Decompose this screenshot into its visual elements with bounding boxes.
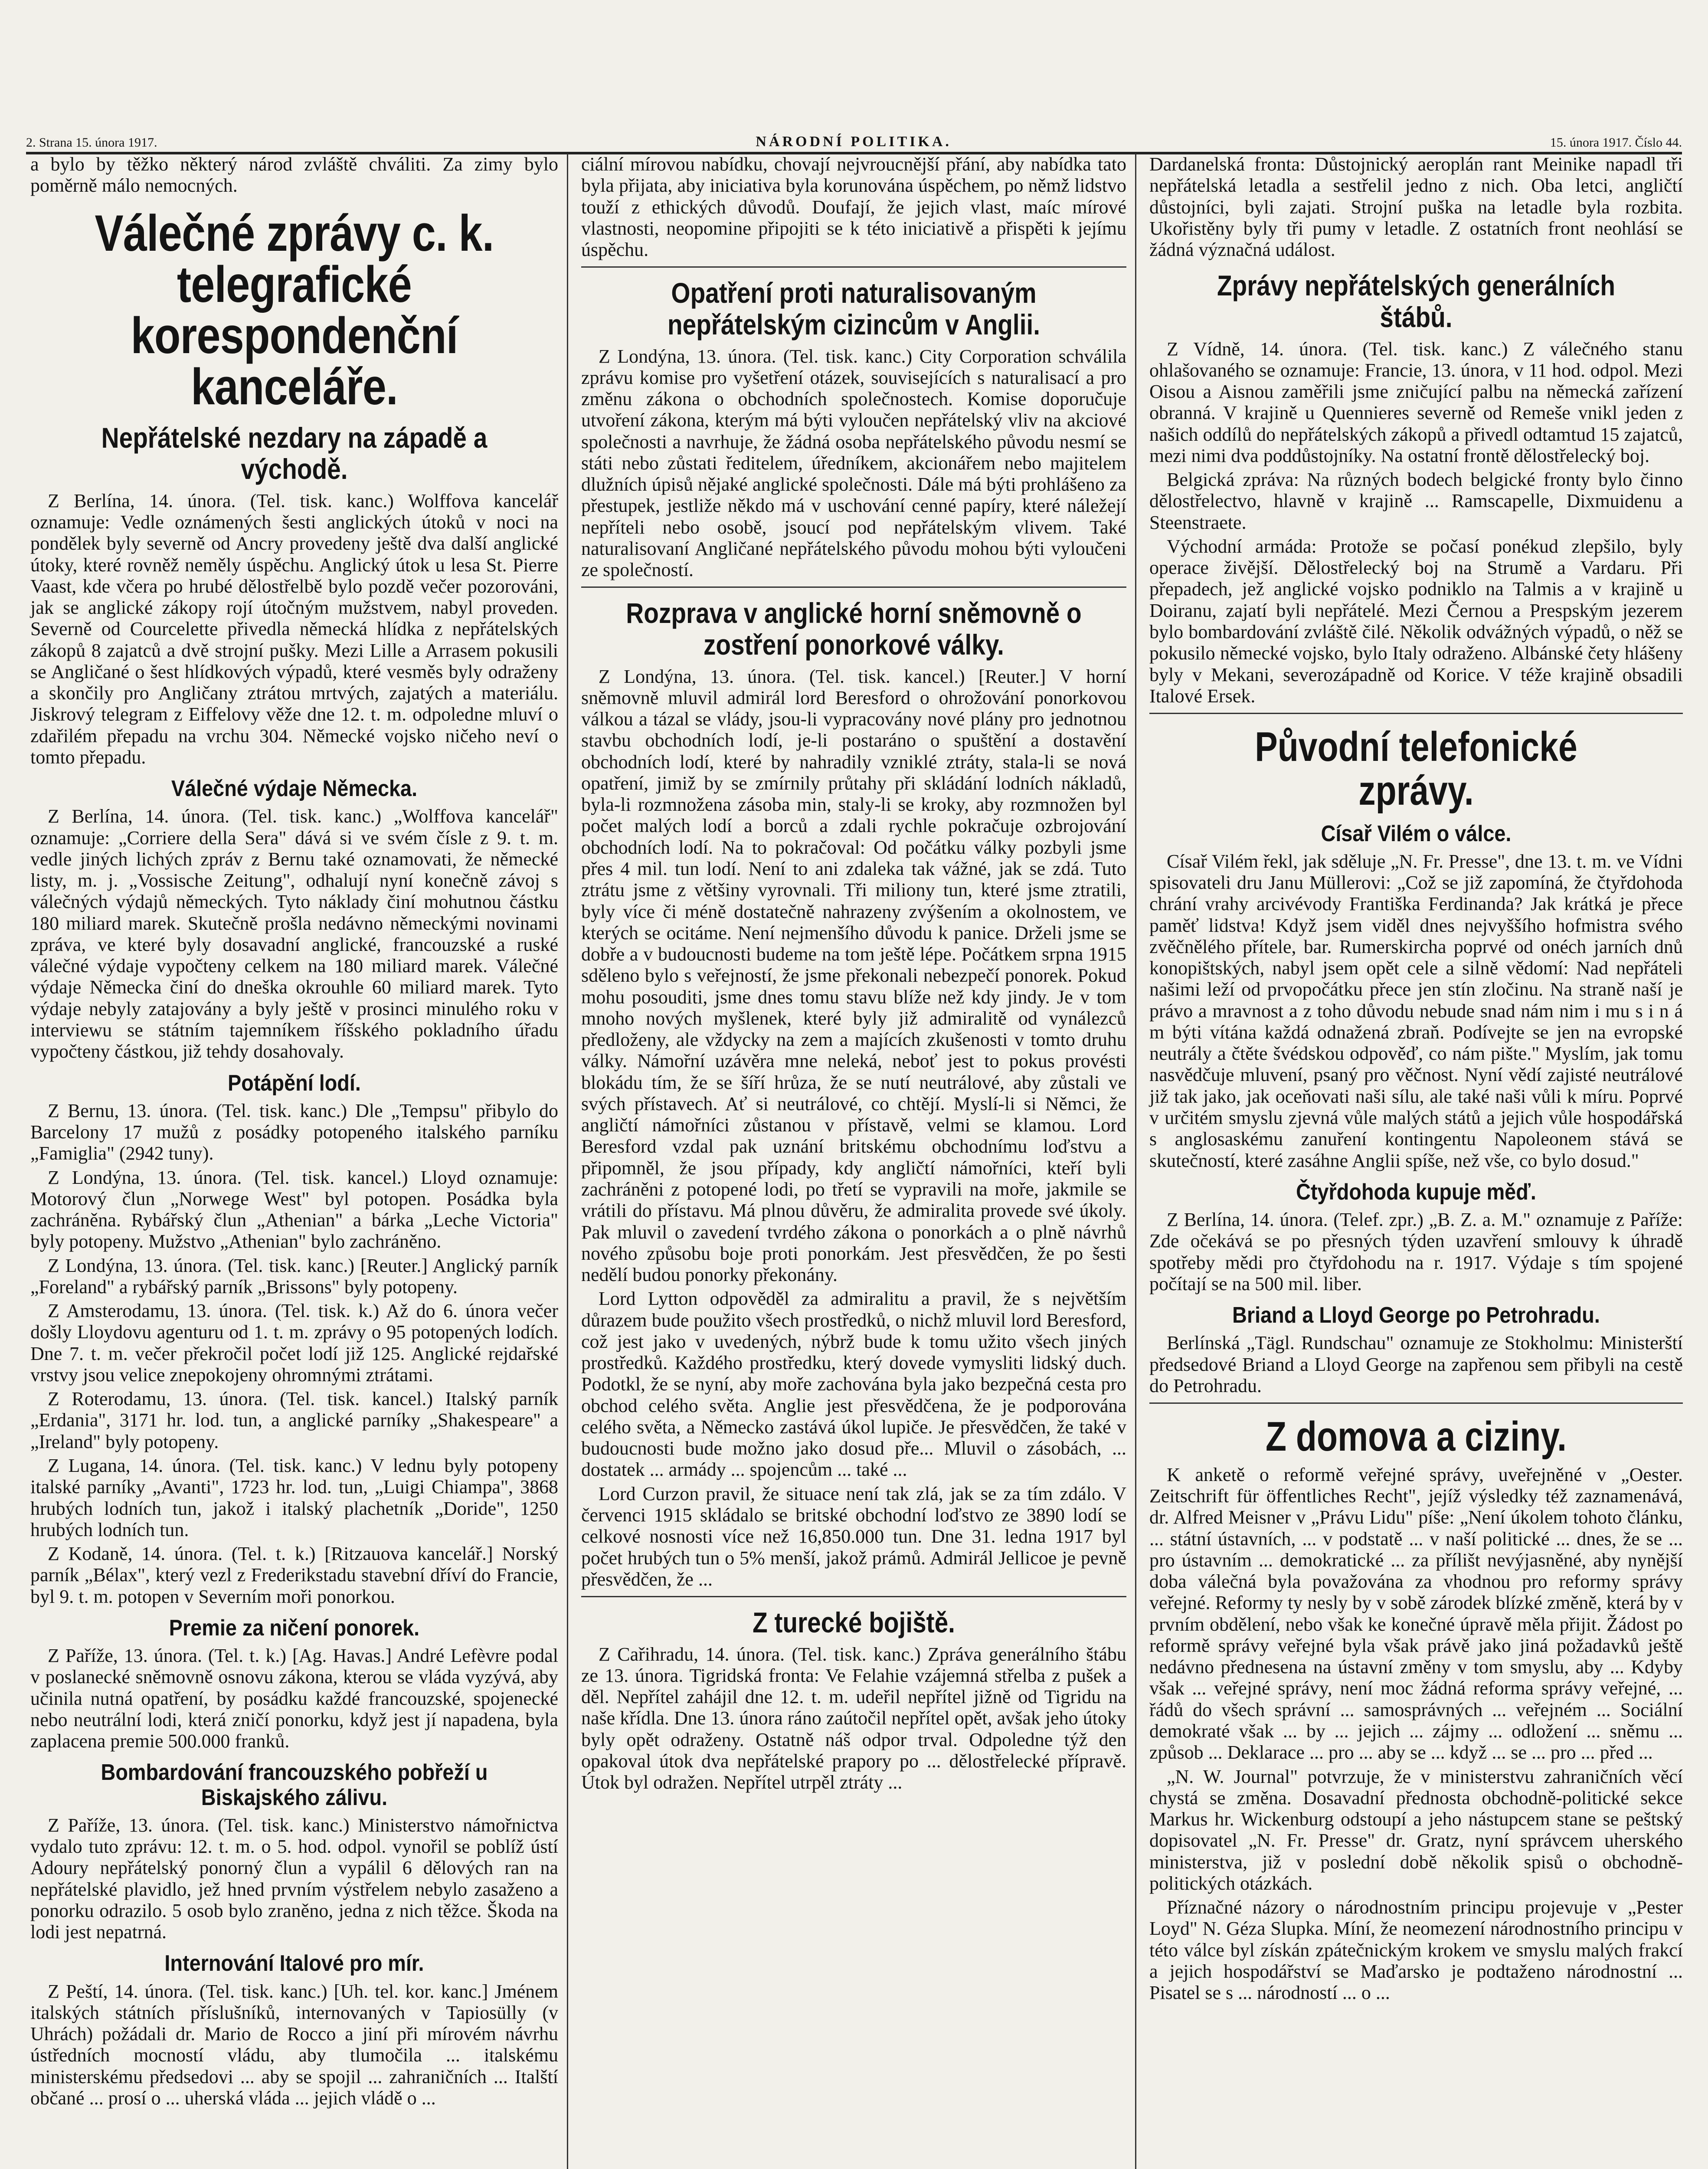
paragraph: Z Paříže, 13. února. (Tel. t. k.) [Ag. Havas.] André Lefèvre podal v poslanecké sněmovně osnovu zákona, kterou se vláda vyzývá, aby učinila nutná opatření, by posádku každé francouzské, spojenecké nebo neutrální lodi, která zničí ponorku, když jest jí napadena, byla zaplacena premie 500.000 franků.	[30, 1645, 558, 1752]
paragraph: a bylo by těžko některý národ zvláště chváliti. Za zimy bylo poměrně málo nemocných.	[30, 154, 558, 197]
article-heading: Briand a Lloyd George po Petrohradu.	[1232, 1303, 1600, 1328]
paragraph: Z Londýna, 13. února. (Tel. tisk. kancel.) Lloyd oznamuje: Motorový člun „Norwege West" byl potopen. Posádka byla zachráněna. Rybářský člun „Athenian" a bárka „Leche Victoria" byly potopeny. Mužstvo „Athenian" bylo zachráněno.	[30, 1166, 558, 1252]
article-heading: Nepřátelské nezdary na západě a východě.	[101, 421, 488, 485]
paragraph: Z Roterodamu, 13. února. (Tel. tisk. kancel.) Italský parník „Erdania", 3171 hr. lod. tun, a anglické parníky „Shakespeare" a „Ireland" byly potopeny.	[30, 1388, 558, 1452]
article-heading: Potápění lodí.	[228, 1070, 361, 1096]
paragraph: Z Bernu, 13. února. (Tel. tisk. kanc.) Dle „Tempsu" přibylo do Barcelony 17 mužů z posádky potopeného italského parníku „Famiglia" (2942 tuny).	[30, 1100, 558, 1164]
header-left: 2. Strana 15. února 1917.	[26, 135, 157, 150]
paragraph: Belgická zpráva: Na různých bodech belgické fronty bylo činno dělostřelectvo, hlavně v krajině ... Ramscapelle, Dixmuidenu a Steenstraete.	[1149, 469, 1683, 533]
article-heading: Bombardování francouzského pobřeží u Biskajského zálivu.	[101, 1760, 488, 1810]
article-heading: Z turecké bojiště.	[753, 1606, 955, 1639]
section-heading: Původní telefonické zprávy.	[1255, 724, 1577, 814]
article-heading: Premie za ničení ponorek.	[169, 1615, 420, 1641]
header-right: 15. února 1917. Číslo 44.	[1550, 135, 1682, 150]
divider	[581, 266, 1126, 268]
paragraph: Z Paříže, 13. února. (Tel. tisk. kanc.) Ministerstvo námořnictva vydalo tuto zprávu: 12. t. m. o 5. hod. odpol. vynořil se poblíž ústí Adoury nepřátelský ponorný člun a vypálil 6 dělových ran na nepřátelské plavidlo, jež hned prvním výstřelem nebylo zasaženo a ponorku odrazilo. 5 osob bylo zraněno, jedna z nich těžce. Škoda na lodi jest nepatrná.	[30, 1814, 558, 1943]
paragraph: Z Berlína, 14. února. (Tel. tisk. kanc.) Wolffova kancelář oznamuje: Vedle oznámených šesti anglických útoků v noci na pondělek byly severně od Ancry provedeny ještě dva další anglické útoky, které rovněž neměly úspěchu. Anglický útok u lesa St. Pierre Vaast, kde včera po hrubé dělostřelbě bylo pozdě večer pozorováni, jak se anglické zákopy rojí útočným mužstvem, nabyl proveden. Severně od Courcelette přivedla německá hlídka z nepřátelských zákopů 8 zajatců a dvě strojní pušky. Mezi Lille a Arrasem pokusili se Angličané o šest hlídkových výpadů, které vesměs byly odraženy a skončily pro Angličany ztrátou mrtvých, zajatých a materiálu. Jiskrový telegram z Eiffelovy věže dne 12. t. m. odpoledne mluví o zdařilém přepadu na vrchu 304. Německé vojsko ničeho neví o tomto přepadu.	[30, 490, 558, 768]
column-1	[22, 154, 568, 2169]
paragraph: Příznačné názory o národnostním principu projevuje v „Pester Loyd" N. Géza Slupka. Míní, že neomezení národnostního principu v této válce byl získán zpátečnickým krokem ve smyslu malých frakcí a jejich hospodářství se Maďarsko je podtaženo národnostní ... Pisatel se s ... národností ... o ...	[1149, 1897, 1683, 2004]
article-heading: Zprávy nepřátelských generálních štábů.	[1217, 269, 1615, 333]
article-heading: Válečné výdaje Německa.	[171, 776, 418, 802]
paragraph: Z Londýna, 13. února. (Tel. tisk. kanc.) [Reuter.] Anglický parník „Foreland" a rybářský parník „Brissons" byly potopeny.	[30, 1255, 558, 1297]
paragraph: Z Berlína, 14. února. (Telef. zpr.) „B. Z. a. M." oznamuje z Paříže: Zde očekává se po přesných týden uzavření smlouvy k úhradě spotřeby mědi pro čtyřdohodu na r. 1917. Výdaje s tím spojené počítají se na 500 mil. liber.	[1149, 1209, 1683, 1294]
paragraph: Dardanelská fronta: Důstojnický aeroplán rant Meinike napadl tři nepřátelská letadla a sestřelil jedno z nich. Oba letci, angličtí důstojníci, byli zajati. Strojní puška na letadle byla rozbita. Ukořistěny byly tři pumy v letadle. Z ostatních front neohlásí se žádná význačná událost.	[1149, 154, 1683, 261]
paragraph: Z Lugana, 14. února. (Tel. tisk. kanc.) V lednu byly potopeny italské parníky „Avanti", 1723 hr. lod. tun, „Luigi Chiampa", 3868 hrubých lodních tun, jakož i italský plachetník „Doride", 1250 hrubých lodních tun.	[30, 1455, 558, 1540]
paragraph: Lord Lytton odpověděl za admiralitu a pravil, že s největším důrazem bude použito všech prostředků, o nichž mluvil lord Beresford, což jest jako v uvedených, nýbrž bude k tomu užito všech jiných prostředků. Každého prostředku, který dovede vymysliti lidský duch. Podotkl, že se nyní, aby moře zachována byla jako bezpečná cesta pro obchod celého světa. Anglie jest přesvědčena, že je podporována celého světa, a Německo zastává úkol lupiče. Je přesvědčen, že také v budoucnosti bude možno jako dosud pře... Mluvil o zásobách, ... dostatek ... armády ... spojencům ... také ...	[581, 1288, 1126, 1481]
column-2	[573, 154, 1136, 2169]
paragraph: ciální mírovou nabídku, chovají nejvroucnější přání, aby nabídka tato byla přijata, aby iniciativa byla korunována úspěchem, po němž lidstvo touží z ethických důvodů. Doufají, že jejich vlast, maíc mírové vlastnosti, neopomine připojiti se k této iniciativě a přispěti k jejímu úspěchu.	[581, 154, 1126, 261]
column-3	[1141, 154, 1692, 2169]
divider	[581, 586, 1126, 588]
divider	[1149, 1402, 1683, 1404]
masthead: NÁRODNÍ POLITIKA.	[756, 134, 952, 150]
paragraph: Z Londýna, 13. února. (Tel. tisk. kanc.) City Corporation schválila zprávu komise pro vyšetření otázek, souvisejících s naturalisací a pro změnu zákona o obchodních společnostech. Komise doporučuje utvoření zákona, kterým má býti vyloučen nepřátelský vliv na akciové společnosti a navrhuje, že žádná osoba nepřátelského původu nesmí se státi nebo zůstati ředitelem, úředníkem, akcionářem nebo majitelem dlužních úpisů nějaké anglické společnosti. Dále má býti prohlášeno za přestupek, jestliže někdo má v uschování cenné papíry, které náležejí nepříteli nebo osobě, jsoucí pod nepřátelským vlivem. Také naturalisovaní Angličané nepřátelského původu mohou býti vyloučeni ze společností.	[581, 345, 1126, 581]
paragraph: Císař Vilém řekl, jak sděluje „N. Fr. Presse", dne 13. t. m. ve Vídni spisovateli dru Janu Müllerovi: „Což se již zapomíná, že čtyřdohoda chrání vrahy arcivévody Františka Ferdinanda? Jak krátká je přece paměť lidstva! Když jsem viděl dnes nejvyššího hofmistra svého zvěčnělého přítele, bar. Rumerskircha poprvé od onéch jarních dnů konopištských, nabyl jsem opět cele a silně vědomí: Nad nepřáteli našimi leží od prvopočátku přece jen stín zločinu. Na straně naší je právo a mravnost a z toho důvodu nebude snad nám nim i mu s i n á m býti vítána každá odnažená zbraň. Podívejte se jen na evropské neutrály a čtěte švédskou odpověď, co nám pište." Myslím, jak tomu nasvědčuje mluvení, psaný pro věčnost. Nyní vědí zajisté neutrálové již tak jako, jak oceňovati naši sílu, ale také naši vůli k míru. Poprvé v určitém smyslu zjevná vůle malých států a jejich vůle hospodářská s anglosaskému zanuření kontingentu Napoleonem stává se skutečností, které zasáhne Anglii spíše, než vše, co bylo dosud."	[1149, 850, 1683, 1171]
paragraph: Berlínská „Tägl. Rundschau" oznamuje ze Stokholmu: Ministerští předsedové Briand a Lloyd George na zapřenou sem přibyli na cestě do Petrohradu.	[1149, 1332, 1683, 1396]
article-heading: Opatření proti naturalisovaným nepřátelským cizincům v Anglii.	[667, 277, 1041, 341]
section-heading: Z domova a ciziny.	[1265, 1413, 1567, 1460]
article-heading: Rozprava v anglické horní sněmovně o zostření ponorkové války.	[626, 597, 1082, 661]
paragraph: Z Amsterodamu, 13. února. (Tel. tisk. k.) Až do 6. února večer došly Lloydovu agenturu od 1. t. m. zprávy o 95 potopených lodích. Dne 7. t. m. večer překročil počet lodí již 125. Anglické rejdařské vrstvy jsou velice znepokojeny ohromnými ztrátami.	[30, 1300, 558, 1386]
section-heading: Válečné zprávy c. k. telegrafické korespondenční kanceláře.	[95, 204, 494, 416]
page-header	[26, 124, 1682, 154]
paragraph: Z Vídně, 14. února. (Tel. tisk. kanc.) Z válečného stanu ohlašovaného se oznamuje: Francie, 13. února, v 11 hod. odpol. Mezi Oisou a Aisnou zaměřili jsme zničující palbu na německá zařízení obranná. V krajině u Quennieres severně od Remeše vnikl jeden z našich oddílů do nepřátelských zákopů a přivedl odtamtud 15 zajatců, mezi nimi dva poddůstojníky. Na ostatní frontě dělostřelecký boj.	[1149, 338, 1683, 466]
paragraph: K anketě o reformě veřejné správy, uveřejněné v „Oester. Zeitschrift für öffentliches Recht", jejíž výsledky též zaznamenává, dr. Alfred Meisner v „Právu Lidu" píše: „Není úkolem tohoto článku, ... státní ústavních, ... v podstatě ... v naší politické ... dnes, že se ... pro ústavním ... demokratické ... za přílišt nevýjasněné, aby nynější doba válečná byla považována za vhodnou pro reformy správy veřejné. Reformy ty nesly by v sobě zárodek blízké změně, která by v prvním obdělení, nebo však ke konečné úpravě měla přijit. Žádost po reformě správy veřejné byla však právě jako jiná požadavků ještě nedávno přednesena na ústavní změny v tom smyslu, aby ... Kdyby však ... veřejné správy, není moc žádná reforma správy veřejné, ... řádů do všech správní ... samosprávných ... veřejném ... Sociální demokraté však ... by ... jejich ... zájmy ... odložení ... sněmu ... způsob ... Deklarace ... pro ... aby se ... když ... se ... pro ... před ...	[1149, 1464, 1683, 1763]
paragraph: Lord Curzon pravil, že situace není tak zlá, jak se za tím zdálo. V červenci 1915 skládalo se britské obchodní loďstvo ze 3890 lodí se celkové nosnosti více než 16,850.000 tun. Dne 31. ledna 1917 byl počet hrubých tun o 5% menší, jakož prámů. Admirál Jellicoe je pevně přesvědčen, že ...	[581, 1483, 1126, 1590]
paragraph: Východní armáda: Protože se počasí ponékud zlepšilo, byly operace živější. Dělostřelecký boj na Strumě a Vardaru. Při přepadech, jež anglické vojsko podniklo na Talmis a v krajině u Doiranu, zajatí byli nepřátelé. Mezi Černou a Prespským jezerem bylo bombardování zvláště čilé. Několik odvážných výpadů, o něž se pokusilo německé vojsko, bylo Italy odraženo. Albánské čety hlášeny byly v Mekani, severozápadně od Korice. V téže krajině obsadili Italové Ersek.	[1149, 535, 1683, 707]
divider	[581, 1596, 1126, 1597]
paragraph: Z Berlína, 14. února. (Tel. tisk. kanc.) „Wolffova kancelář" oznamuje: „Corriere della Sera" dává si ve svém čísle z 9. t. m. vedle jiných lichých zpráv z Bernu také oznamovati, že německé listy, m. j. „Vossische Zeitung", odhalují nyní konečně závoj s válečných výdajů německých. Tyto náklady činí mohutnou částku 180 miliard marek. Skutečně prošla nedávno německými novinami zpráva, ve které byly dosavadní anglické, francouzské a ruské válečné výdaje vypočteny celkem na 180 miliard marek. Válečné výdaje Německa činí do dneška okrouhle 60 miliard marek. Tyto výdaje nebyly zatajovány a byly ještě v prosinci minulého roku v interviewu se státním tajemníkem říšského pokladního úřadu vypočteny částkou, již tehdy dosahovaly.	[30, 806, 558, 1062]
article-heading: Internování Italové pro mír.	[164, 1951, 424, 1976]
divider	[1149, 713, 1683, 714]
article-heading: Čtyřdohoda kupuje měď.	[1296, 1179, 1536, 1205]
article-heading: Císař Vilém o válce.	[1321, 821, 1512, 846]
paragraph: Z Kodaně, 14. února. (Tel. t. k.) [Ritzauova kancelář.] Norský parník „Bélax", který vezl z Frederikstadu stavební dříví do Francie, byl 9. t. m. potopen v Severním moři ponorkou.	[30, 1543, 558, 1607]
paragraph: „N. W. Journal" potvrzuje, že v ministerstvu zahraničních věcí chystá se změna. Dosavadní přednosta obchodně-politické sekce Markus hr. Wickenburg odstoupí a jeho nástupcem stane se peštský dopisovatel „N. Fr. Presse" dr. Gratz, nyní správcem uherského ministerstva, již v poslední době několik spisů o obchodně-politických otázkách.	[1149, 1766, 1683, 1894]
paragraph: Z Peští, 14. února. (Tel. tisk. kanc.) [Uh. tel. kor. kanc.] Jménem italských státních příslušníků, internovaných v Tapiosülly (v Uhrách) požádali dr. Mario de Rocco a jiní při mírovém návrhu ústředních mocností vládu, aby tlumočila ... italskému ministerskému předsedovi ... aby se spojil ... zahraničních ... Italští občané ... prosí o ... uherská vláda ... jejich vládě o ...	[30, 1980, 558, 2109]
paragraph: Z Londýna, 13. února. (Tel. tisk. kancel.) [Reuter.] V horní sněmovně mluvil admirál lord Beresford o ohrožování ponorkovou válkou a tázal se vlády, jsou-li vypracovány nové plány pro jednotnou stavbu obchodních lodí, je-li postaráno o spuštění a dostavění obchodních lodí, které by nahradily vzniklé ztráty, stala-li se nová opatření, jimiž by se zmírnily průtahy při skládání lodních nákladů, byla-li rozmnožena zásoba min, staly-li se kroky, aby rozmnožen byl počet malých lodí a borců a zdali rychle pokračuje ozbrojování obchodních lodí. Na to pokračoval: Od počátku války pozbyli jsme přes 4 mil. tun lodí. Není to ani zdaleka tak vážné, jak se zdá. Tuto ztrátu jsme z většiny vyrovnali. Tři miliony tun, které jsme ztratili, byly více či méně dostatečně nahrazeny zvýšením a okolnostem, ve kterých se ocitáme. Není nejmenšího důvodu k panice. Drželi jsme se dobře a v budoucnosti budeme na tom ještě lépe. Počátkem srpna 1915 sděleno bylo s veřejností, že jsme překonali nebezpečí ponorek. Pokud mohu posouditi, jsme dnes tomu stavu blíže než kdy jindy. Je v tom mnoho nových myšlenek, které byly již admiralitě od vynálezců předloženy, ale vždycky na zem a majících zkušenosti v tomto druhu války. Námořní uzávěra mne neleká, neboť jest to pokus provésti blokádu tím, že se šíří hrůza, že se nutí neutrálové, aby zůstali ve svých přístavech. Ať si neutrálové, co chtějí. Myslí-li si Němci, že angličtí námořníci zůstanou v přístavě, velmi se klamou. Lord Beresford vzdal pak uznání britskému obchodnímu loďstvu a připomněl, že jsou případy, kdy angličtí námořníci, kteří byli zachráněni z potopené lodi, po třetí se vypravili na moře, jakmile se vrátili do přístavu. Má plnou důvěru, že admiralita provede své úkoly. Pak mluvil o zavedení tvrdého zákona o ponorkách a o plně návrhů nového způsobu boje proti ponorkám. Jest přesvědčen, že po šesti nedělí budou ponorky překonány.	[581, 665, 1126, 1286]
paragraph: Z Cařihradu, 14. února. (Tel. tisk. kanc.) Zpráva generálního štábu ze 13. února. Tigridská fronta: Ve Felahie vzájemná střelba z pušek a děl. Nepřítel zahájil dne 12. t. m. udeřil nepřítel jižně od Tigridu na naše křídla. Dne 13. února ráno zaútočil nepřítel opět, avšak jeho útoky byly opět odraženy. Ostatně náš odpor trval. Odpoledne týž den opakoval útok dva nepřátelské prapory po ... dělostřelecké přípravě. Útok byl odražen. Nepřítel utrpěl ztráty ...	[581, 1643, 1126, 1793]
